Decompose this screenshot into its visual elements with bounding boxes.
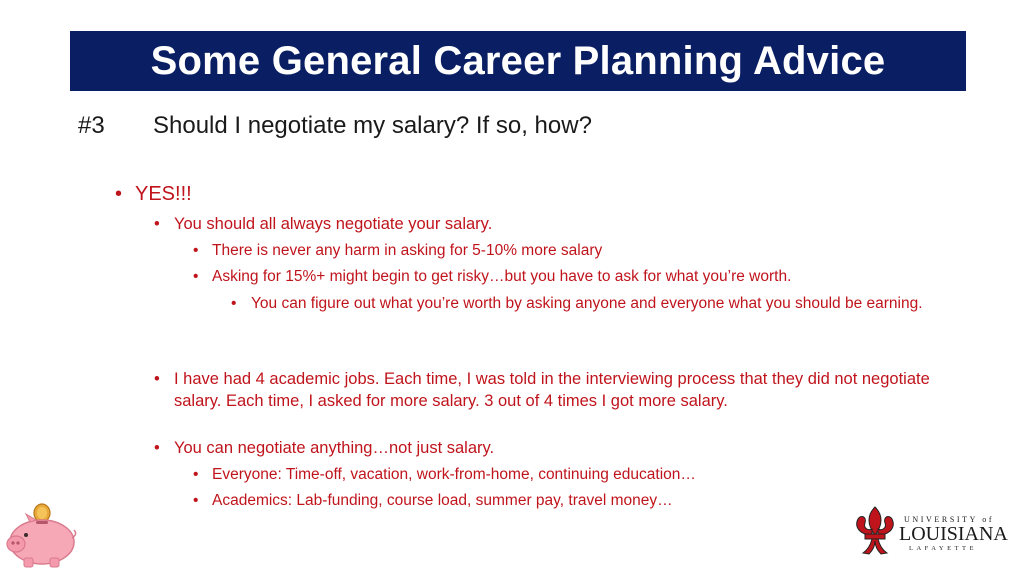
slide-title: Some General Career Planning Advice <box>70 31 966 91</box>
bullet-academic-jobs <box>154 368 954 412</box>
bullet-text: You can negotiate anything…not just salary. <box>174 439 495 457</box>
bullet-dot: • <box>193 242 199 259</box>
university-logo <box>852 503 1008 558</box>
bullet-risky <box>193 268 791 286</box>
logo-university-text: UNIVERSITY of <box>904 515 995 524</box>
bullet-academics <box>193 492 673 510</box>
fleur-de-lis-icon <box>852 505 898 557</box>
bullet-text: Academics: Lab-funding, course load, summer pay, travel money… <box>212 492 673 509</box>
bullet-dot: • <box>231 295 237 312</box>
bullet-text: Everyone: Time-off, vacation, work-from-home, continuing education… <box>212 466 696 483</box>
bullet-never-harm <box>193 242 602 260</box>
bullet-anything <box>154 439 494 458</box>
bullet-text: YES!!! <box>135 183 192 205</box>
bullet-dot: • <box>154 215 160 233</box>
bullet-everyone <box>193 466 696 484</box>
bullet-text: I have had 4 academic jobs. Each time, I was told in the interviewing process that they did not negotiate salary. Each time, I asked for more salary. 3 out of 4 times I got more salary. <box>174 370 930 410</box>
question <box>78 112 592 140</box>
bullet-dot: • <box>115 183 123 205</box>
logo-louisiana-text: LOUISIANA <box>899 523 1008 545</box>
question-number: #3 <box>78 112 105 139</box>
bullet-always <box>154 215 492 234</box>
bullet-dot: • <box>154 439 160 457</box>
bullet-dot: • <box>154 370 160 388</box>
bullet-dot: • <box>193 466 199 483</box>
bullet-yes <box>115 183 192 206</box>
bullet-dot: • <box>193 492 199 509</box>
question-text: Should I negotiate my salary? If so, how? <box>153 112 592 139</box>
bullet-text: You can figure out what you’re worth by asking anyone and everyone what you should be earning. <box>251 295 923 312</box>
bullet-text: You should all always negotiate your salary. <box>174 215 493 233</box>
logo-lafayette-text: LAFAYETTE <box>909 545 977 552</box>
bullet-text: There is never any harm in asking for 5-10% more salary <box>212 242 603 259</box>
bullet-dot: • <box>193 268 199 285</box>
bullet-text: Asking for 15%+ might begin to get risky…but you have to ask for what you’re worth. <box>212 268 792 285</box>
piggy-bank-icon <box>4 500 78 570</box>
bullet-figure-out <box>231 293 951 314</box>
